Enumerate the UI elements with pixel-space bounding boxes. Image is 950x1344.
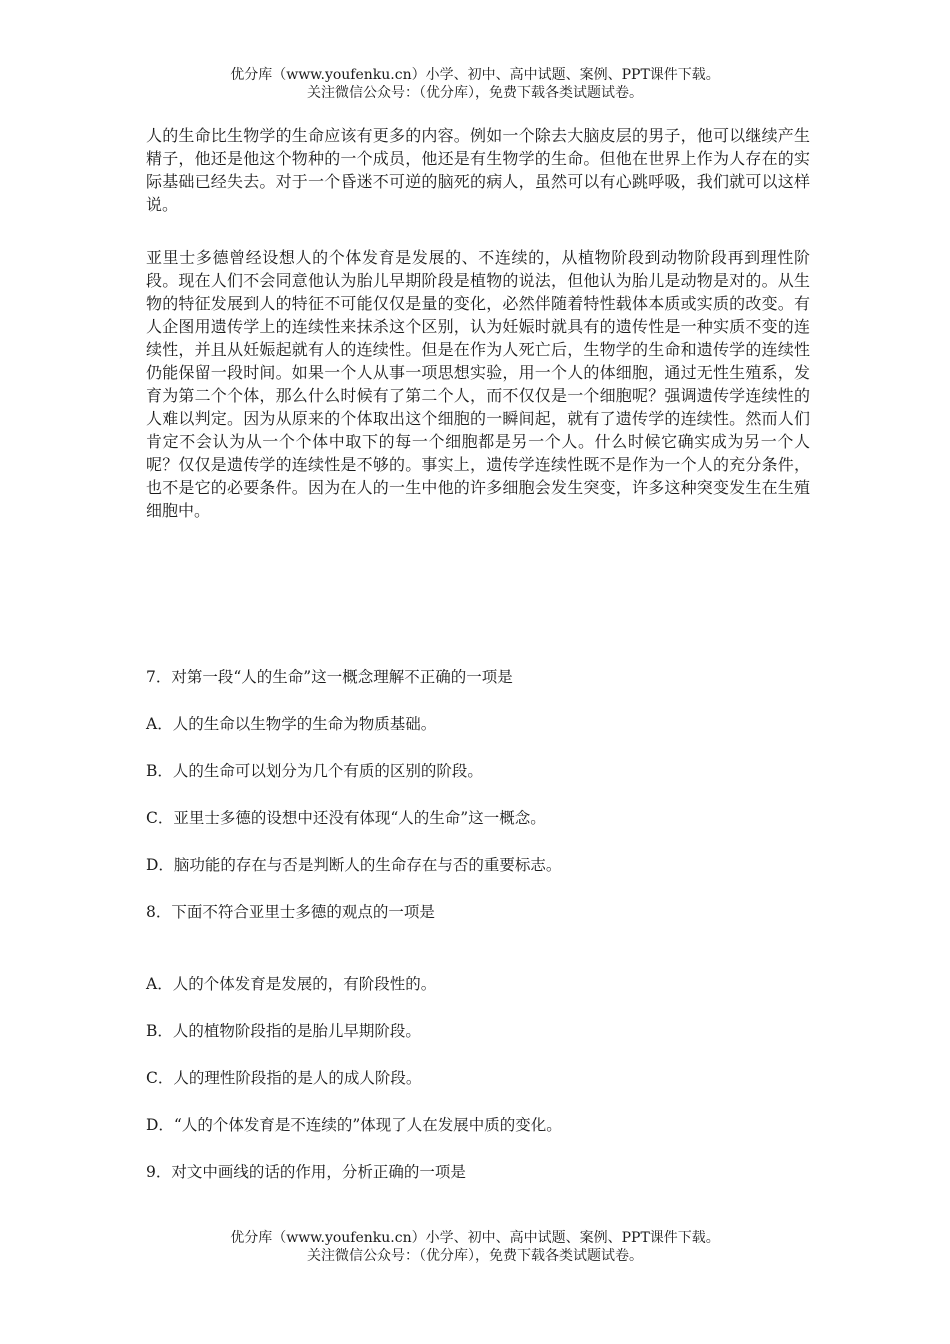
question-7-stem: 7．对第一段“人的生命”这一概念理解不正确的一项是	[146, 668, 513, 686]
passage-paragraph-1: 人的生命比生物学的生命应该有更多的内容。例如一个除去大脑皮层的男子，他可以继续产生精子，他还是他这个物种的一个成员，他还是有生物学的生命。但他在世界上作为人存在的实际基础已经失去。对于一个昏迷不可逆的脑死的病人，虽然可以有心跳呼吸，我们就可以这样说。	[146, 126, 810, 214]
question-7-option-a: A．人的生命以生物学的生命为物质基础。	[146, 715, 437, 733]
question-8-stem: 8．下面不符合亚里士多德的观点的一项是	[146, 903, 435, 921]
page-header	[0, 66, 950, 102]
question-7-option-c: C．亚里士多德的设想中还没有体现“人的生命”这一概念。	[146, 809, 546, 827]
passage-paragraph-2: 亚里士多德曾经设想人的个体发育是发展的、不连续的，从植物阶段到动物阶段再到理性阶段。现在人们不会同意他认为胎儿早期阶段是植物的说法，但他认为胎儿是动物是对的。从生物的特征发展到人的特征不可能仅仅是量的变化，必然伴随着特性载体本质或实质的改变。有人企图用遗传学上的连续性来抹杀这个区别，认为妊娠时就具有的遗传性是一种实质不变的连续性，并且从妊娠起就有人的连续性。但是在作为人死亡后，生物学的生命和遗传学的连续性仍能保留一段时间。如果一个人从事一项思想实验，用一个人的体细胞，通过无性生殖系，发育为第二个个体，那么什么时候有了第二个人，而不仅仅是一个细胞呢？强调遗传学连续性的人难以判定。因为从原来的个体取出这个细胞的一瞬间起，就有了遗传学的连续性。然而人们肯定不会认为从一个个体中取下的每一个细胞都是另一个人。什么时候它确实成为另一个人呢？仅仅是遗传学的连续性是不够的。事实上，遗传学连续性既不是作为一个人的充分条件，也不是它的必要条件。因为在人的一生中他的许多细胞会发生突变，许多这种突变发生在生殖细胞中。	[146, 248, 810, 520]
footer-line-1: 优分库（www.youfenku.cn）小学、初中、高中试题、案例、PPT课件下载。	[230, 1230, 720, 1246]
question-8-option-b: B．人的植物阶段指的是胎儿早期阶段。	[146, 1022, 421, 1040]
question-7-option-b: B．人的生命可以划分为几个有质的区别的阶段。	[146, 762, 483, 780]
question-8-option-d: D．“人的个体发育是不连续的”体现了人在发展中质的变化。	[146, 1116, 562, 1134]
header-line-2: 关注微信公众号：（优分库），免费下载各类试题试卷。	[307, 85, 643, 101]
header-line-1: 优分库（www.youfenku.cn）小学、初中、高中试题、案例、PPT课件下载。	[230, 67, 720, 83]
page-footer	[0, 1229, 950, 1265]
question-7-option-d: D．脑功能的存在与否是判断人的生命存在与否的重要标志。	[146, 856, 562, 874]
footer-line-2: 关注微信公众号：（优分库），免费下载各类试题试卷。	[307, 1248, 643, 1264]
question-8-option-c: C．人的理性阶段指的是人的成人阶段。	[146, 1069, 422, 1087]
question-9-stem: 9．对文中画线的话的作用，分析正确的一项是	[146, 1163, 466, 1181]
question-8-option-a: A．人的个体发育是发展的，有阶段性的。	[146, 975, 437, 993]
